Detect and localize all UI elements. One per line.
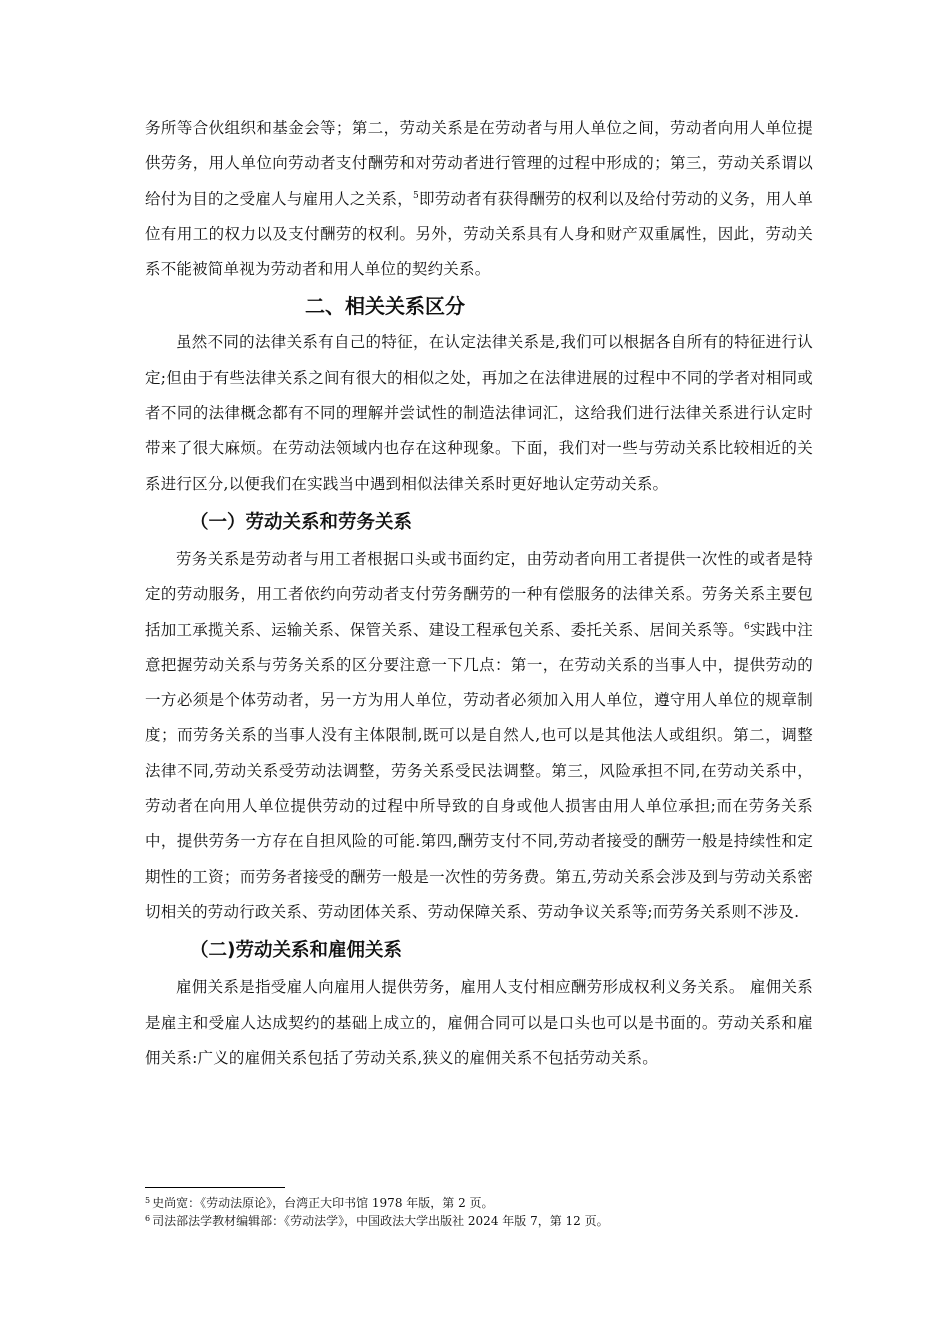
footnote-separator bbox=[145, 1187, 285, 1188]
body-paragraph: 雇佣关系是指受雇人向雇用人提供劳务，雇用人支付相应酬劳形成权利义务关系。 雇佣关系是雇主和受雇人达成契约的基础上成立的，雇佣合同可以是口头也可以是书面的。劳动关系和雇佣关系:广义的雇佣关系包括了劳动关系,狭义的雇佣关系不包括劳动关系。 bbox=[145, 978, 813, 1067]
footnote bbox=[145, 1212, 813, 1230]
body-paragraph: 虽然不同的法律关系有自己的特征，在认定法律关系是,我们可以根据各自所有的特征进行认定;但由于有些法律关系之间有很大的相似之处，再加之在法律进展的过程中不同的学者对相同或者不同的法律概念都有不同的理解并尝试性的制造法律词汇，这给我们进行法律关系进行认定时带来了很大麻烦。在劳动法领域内也存在这种现象。下面，我们对一些与劳动关系比较相近的关系进行区分,以便我们在实践当中遇到相似法律关系时更好地认定劳动关系。 bbox=[145, 333, 813, 493]
body-paragraph bbox=[145, 111, 813, 287]
body-paragraph bbox=[145, 542, 813, 930]
footnote-text: 史尚宽：《劳动法原论》，台湾正大印书馆 1978 年版，第 2 页。 bbox=[152, 1196, 494, 1210]
paragraph-text: 劳务关系是劳动者与用工者根据口头或书面约定，由劳动者向用工者提供一次性的或者是特定的劳动服务，用工者依约向劳动者支付劳务酬劳的一种有偿服务的法律关系。劳务关系主要包括加工承揽关系、运输关系、保管关系、建设工程承包关系、委托关系、居间关系等。 bbox=[145, 549, 813, 639]
document-body bbox=[145, 111, 813, 1076]
subsection-heading: （二)劳动关系和雇佣关系 bbox=[190, 940, 402, 962]
footnote-marker[interactable]: 5 bbox=[412, 190, 419, 201]
footnote-number: 5 bbox=[145, 1196, 151, 1205]
paragraph-text: 实践中注意把握劳动关系与劳务关系的区分要注意一下几点：第一，在劳动关系的当事人中，提供劳动的一方必须是个体劳动者，另一方为用人单位，劳动者必须加入用人单位，遵守用人单位的规章制度；而劳务关系的当事人没有主体限制,既可以是自然人,也可以是其他法人或组织。第二，调整法律不同,劳动关系受劳动法调整，劳务关系受民法调整。第三，风险承担不同,在劳动关系中，劳动者在向用人单位提供劳动的过程中所导致的自身或他人损害由用人单位承担;而在劳务关系中，提供劳务一方存在自担风险的可能.第四,酬劳支付不同,劳动者接受的酬劳一般是持续性和定期性的工资；而劳务者接受的酬劳一般是一次性的劳务费。第五,劳动关系会涉及到与劳动关系密切相关的劳动行政关系、劳动团体关系、劳动保障关系、劳动争议关系等;而劳务关系则不涉及. bbox=[145, 620, 813, 921]
footnote-text: 司法部法学教材编辑部：《劳动法学》，中国政法大学出版社 2024 年版 7，第 12 页。 bbox=[152, 1214, 609, 1228]
section-heading: 二、相关关系区分 bbox=[305, 294, 465, 319]
footnotes bbox=[145, 1187, 813, 1230]
paragraph-text: 务所等合伙组织和基金会等；第二，劳动关系是在劳动者与用人单位之间，劳动者向用人单位提供劳务，用人单位向劳动者支付酬劳和对劳动者进行管理的过程中形成的；第三，劳动关系谓以给付为目的之受雇人与雇用人之关系， bbox=[145, 119, 813, 208]
subsection-heading: （一）劳动关系和劳务关系 bbox=[190, 511, 413, 533]
footnote-number: 6 bbox=[145, 1214, 151, 1223]
footnote-marker[interactable]: 6 bbox=[744, 621, 750, 632]
paragraph-text: 即劳动者有获得酬劳的权利以及给付劳动的义务，用人单位有用工的权力以及支付酬劳的权利。另外，劳动关系具有人身和财产双重属性，因此，劳动关系不能被简单视为劳动者和用人单位的契约关系。 bbox=[145, 189, 813, 279]
footnote bbox=[145, 1194, 813, 1212]
